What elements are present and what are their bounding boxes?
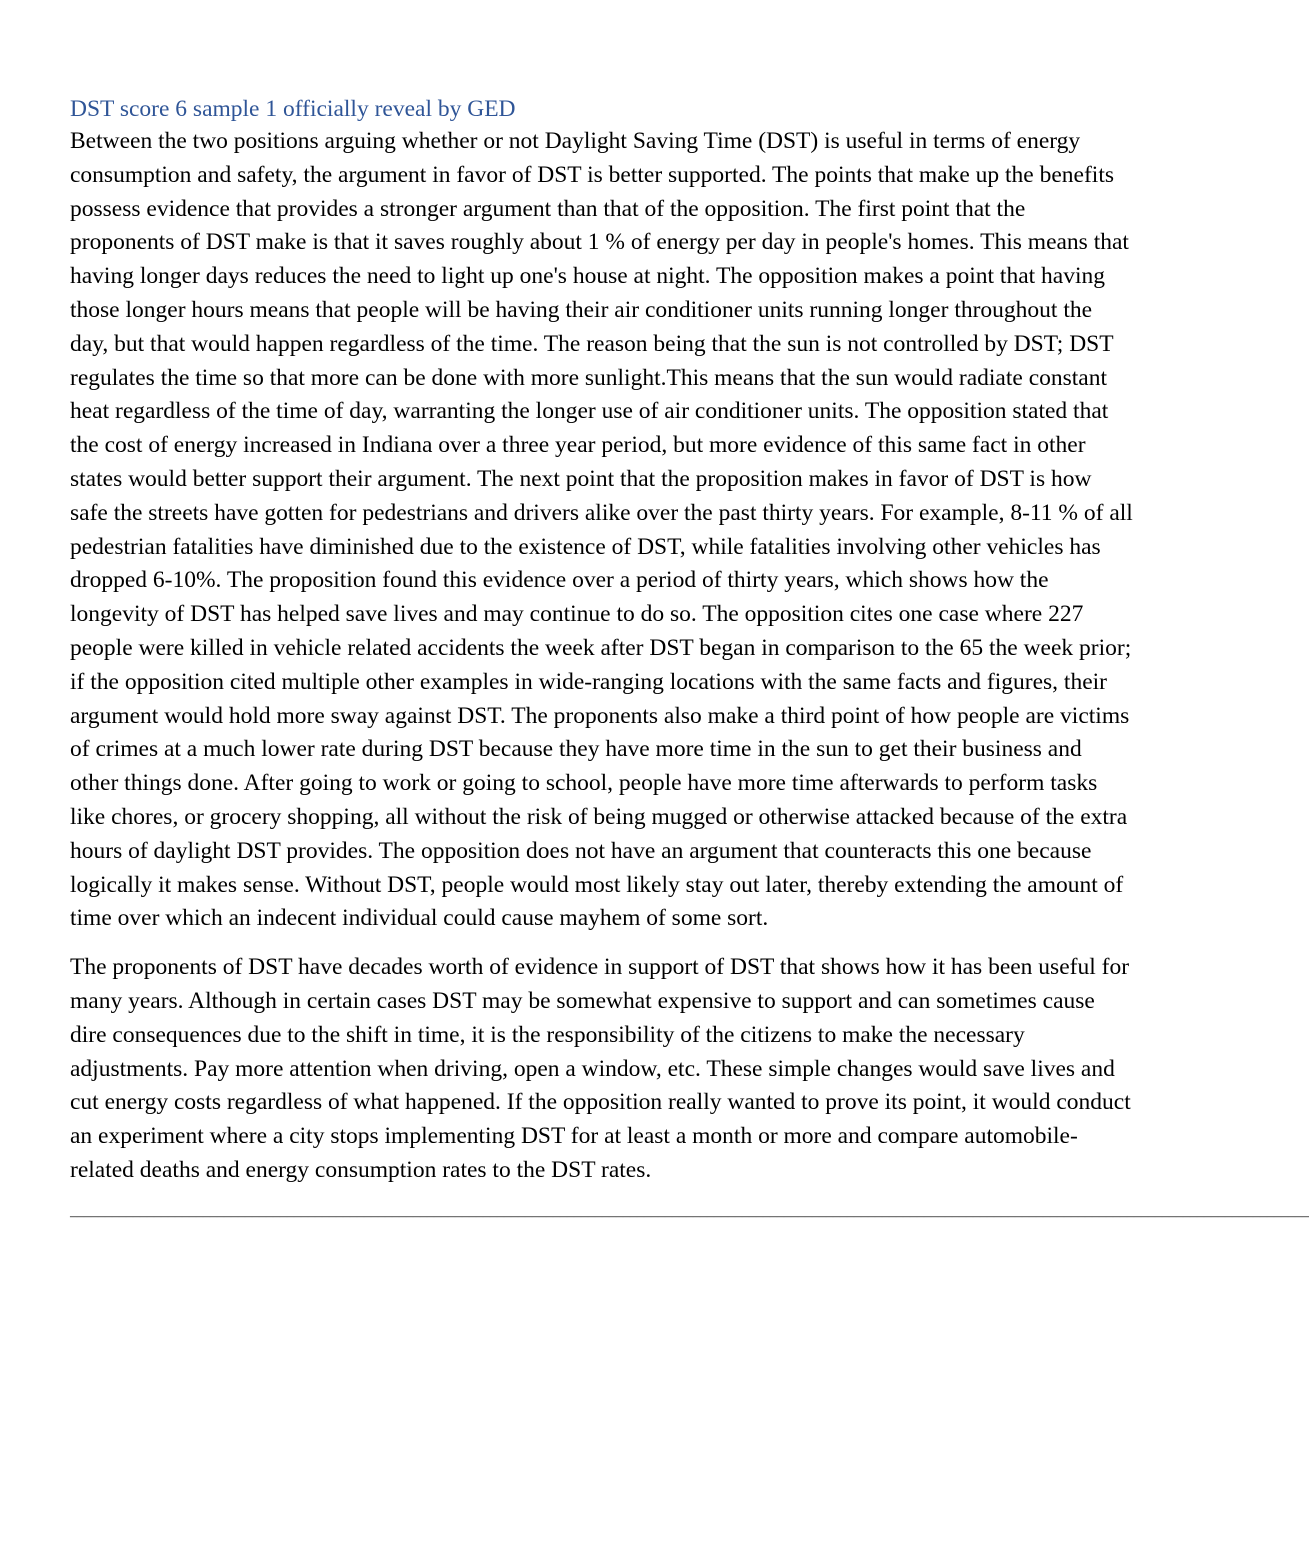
document-heading: DST score 6 sample 1 officially reveal by GED	[70, 96, 516, 122]
paragraph-2: The proponents of DST have decades worth of evidence in support of DST that shows how it has been useful for many years. Although in certain cases DST may be somewhat expensive to support and can sometimes cause dire consequences due to the shift in time, it is the responsibility of the citizens to make the necessary adjustments. Pay more attention when driving, open a window, etc. These simple changes would save lives and cut energy costs regardless of what happened. If the opposition really wanted to prove its point, it would conduct an experiment where a city stops implementing DST for at least a month or more and compare automobile-related deaths and energy consumption rates to the DST rates.	[70, 954, 1131, 1183]
document-page	[70, 94, 1309, 1226]
paragraph-1: Between the two positions arguing whether or not Daylight Saving Time (DST) is useful in terms of energy consumption and safety, the argument in favor of DST is better supported. The points that make up the benefits possess evidence that provides a stronger argument than that of the opposition. The first point that the proponents of DST make is that it saves roughly about 1 % of energy per day in people's homes. This means that having longer days reduces the need to light up one's house at night. The opposition makes a point that having those longer hours means that people will be having their air conditioner units running longer throughout the day, but that would happen regardless of the time. The reason being that the sun is not controlled by DST; DST regulates the time so that more can be done with more sunlight.This means that the sun would radiate constant heat regardless of the time of day, warranting the longer use of air conditioner units. The opposition stated that the cost of energy increased in Indiana over a three year period, but more evidence of this same fact in other states would better support their argument. The next point that the proposition makes in favor of DST is how safe the streets have gotten for pedestrians and drivers alike over the past thirty years. For example, 8-11 % of all pedestrian fatalities have diminished due to the existence of DST, while fatalities involving other vehicles has dropped 6-10%. The proposition found this evidence over a period of thirty years, which shows how the longevity of DST has helped save lives and may continue to do so. The opposition cites one case where 227 people were killed in vehicle related accidents the week after DST began in comparison to the 65 the week prior; if the opposition cited multiple other examples in wide-ranging locations with the same facts and figures, their argument would hold more sway against DST. The proponents also make a third point of how people are victims of crimes at a much lower rate during DST because they have more time in the sun to get their business and other things done. After going to work or going to school, people have more time afterwards to perform tasks like chores, or grocery shopping, all without the risk of being mugged or otherwise attacked because of the extra hours of daylight DST provides. The opposition does not have an argument that counteracts this one because logically it makes sense. Without DST, people would most likely stay out later, thereby extending the amount of time over which an indecent individual could cause mayhem of some sort.	[70, 128, 1133, 932]
separator-line: –––––––––––––––––––––––––––––––––––––––––––––––––––––––––––––––––––––––––––––––––––––––––––––––––––––––––––––––––––––––––––––––––––––––––––––––––––––––––––––––––––––––––––––––––	[70, 1208, 1309, 1224]
